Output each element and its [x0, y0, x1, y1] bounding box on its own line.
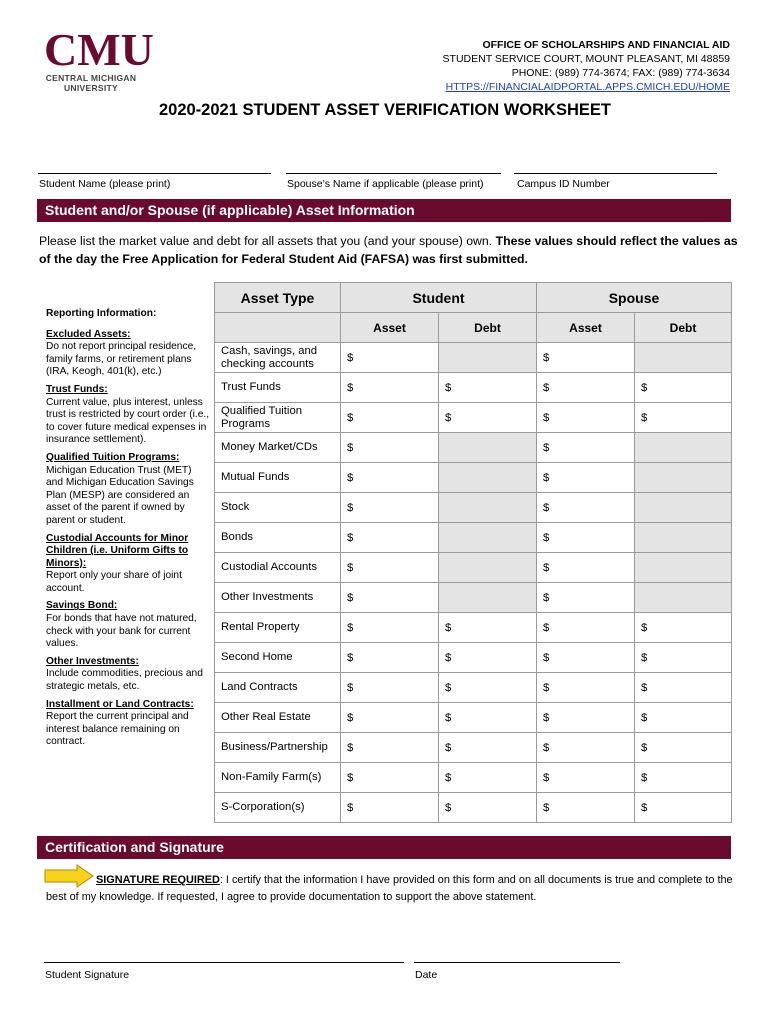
asset-table — [214, 282, 732, 823]
note-title: Installment or Land Contracts: — [46, 698, 194, 710]
spouse-asset-input[interactable]: $ — [537, 343, 635, 373]
asset-type-name: Bonds — [215, 523, 341, 553]
asset-type-name: Stock — [215, 493, 341, 523]
spouse-asset-input[interactable]: $ — [537, 733, 635, 763]
student-asset-input[interactable]: $ — [341, 433, 439, 463]
office-name: OFFICE OF SCHOLARSHIPS AND FINANCIAL AID — [482, 39, 730, 51]
student-signature-label: Student Signature — [45, 969, 130, 981]
asset-type-name: Other Real Estate — [215, 703, 341, 733]
student-debt-input[interactable]: $ — [439, 613, 537, 643]
spouse-debt-cell-na — [635, 493, 732, 523]
note-title: Excluded Assets: — [46, 328, 131, 340]
spouse-asset-input[interactable]: $ — [537, 703, 635, 733]
office-phone: PHONE: (989) 774-3674; FAX: (989) 774-3634 — [511, 67, 730, 79]
table-row — [215, 553, 732, 583]
financial-aid-portal-link[interactable]: HTTPS://FINANCIALAIDPORTAL.APPS.CMICH.EDU/HOME — [445, 81, 730, 93]
spouse-asset-input[interactable]: $ — [537, 793, 635, 823]
date-label: Date — [415, 969, 438, 981]
note-text: Michigan Education Trust (MET) and Michigan Education Savings Plan (MESP) are considered an asset of the parent if owned by parent or student. — [46, 464, 194, 526]
student-asset-input[interactable]: $ — [341, 373, 439, 403]
spouse-debt-cell-na — [635, 553, 732, 583]
office-address-block — [443, 38, 730, 94]
student-debt-cell-na — [439, 343, 537, 373]
note-text: Report the current principal and interest balance remaining on contract. — [46, 711, 189, 748]
logo-subtitle-line-2: UNIVERSITY — [63, 83, 118, 93]
student-asset-input[interactable]: $ — [341, 733, 439, 763]
asset-type-name: S-Corporation(s) — [215, 793, 341, 823]
student-asset-input[interactable]: $ — [341, 463, 439, 493]
table-row — [215, 463, 732, 493]
note-item — [46, 452, 211, 528]
table-row — [215, 703, 732, 733]
spouse-asset-input[interactable]: $ — [537, 763, 635, 793]
table-row — [215, 403, 732, 433]
student-asset-subheader: Asset — [341, 313, 439, 343]
student-asset-input[interactable]: $ — [341, 643, 439, 673]
spouse-debt-cell-na — [635, 343, 732, 373]
note-item — [46, 699, 211, 749]
student-asset-input[interactable]: $ — [341, 553, 439, 583]
note-title: Trust Funds: — [46, 383, 108, 395]
student-asset-input[interactable]: $ — [341, 793, 439, 823]
spouse-debt-input[interactable]: $ — [635, 673, 732, 703]
spouse-debt-input[interactable]: $ — [635, 643, 732, 673]
asset-type-name: Rental Property — [215, 613, 341, 643]
student-debt-cell-na — [439, 493, 537, 523]
student-debt-input[interactable]: $ — [439, 643, 537, 673]
student-asset-input[interactable]: $ — [341, 523, 439, 553]
student-name-line[interactable] — [38, 173, 271, 174]
spouse-debt-input[interactable]: $ — [635, 703, 732, 733]
spouse-asset-input[interactable]: $ — [537, 403, 635, 433]
student-name-label: Student Name (please print) — [39, 178, 171, 190]
spouse-asset-input[interactable]: $ — [537, 433, 635, 463]
student-debt-cell-na — [439, 583, 537, 613]
spouse-debt-cell-na — [635, 523, 732, 553]
student-asset-input[interactable]: $ — [341, 763, 439, 793]
spouse-debt-subheader: Debt — [635, 313, 732, 343]
asset-type-name: Non-Family Farm(s) — [215, 763, 341, 793]
student-debt-input[interactable]: $ — [439, 703, 537, 733]
note-title: Other Investments: — [46, 655, 139, 667]
spouse-asset-input[interactable]: $ — [537, 673, 635, 703]
spouse-asset-input[interactable]: $ — [537, 373, 635, 403]
table-row — [215, 793, 732, 823]
reporting-information-notes — [46, 308, 211, 754]
asset-instructions-plain: Please list the market value and debt for all assets that you (and your spouse) own. — [39, 234, 493, 248]
note-item — [46, 329, 211, 379]
note-text: Include commodities, precious and strategic metals, etc. — [46, 668, 203, 693]
student-debt-cell-na — [439, 523, 537, 553]
note-text: Current value, plus interest, unless trust is restricted by court order (i.e., to cover future medical expenses in insurance settlement). — [46, 396, 210, 446]
table-row — [215, 523, 732, 553]
asset-instructions-bold: These values should reflect the values as of the day the Free Application for Federal Student Aid (FAFSA) was first submitted. — [39, 234, 738, 266]
asset-type-name: Other Investments — [215, 583, 341, 613]
note-item — [46, 533, 211, 596]
student-debt-input[interactable]: $ — [439, 373, 537, 403]
spouse-debt-input[interactable]: $ — [635, 403, 732, 433]
spouse-header: Spouse — [537, 283, 732, 313]
student-asset-input[interactable]: $ — [341, 493, 439, 523]
table-row — [215, 343, 732, 373]
student-debt-input[interactable]: $ — [439, 793, 537, 823]
asset-instructions — [39, 232, 739, 268]
spouse-asset-input[interactable]: $ — [537, 523, 635, 553]
certification-text: : I certify that the information I have provided on this form and on all documents is true and complete to the best of my knowledge. If requested, I agree to provide documentation to support the above statement. — [46, 874, 733, 903]
table-row — [215, 613, 732, 643]
spouse-asset-input[interactable]: $ — [537, 643, 635, 673]
table-row — [215, 733, 732, 763]
note-title: Qualified Tuition Programs: — [46, 451, 180, 463]
logo-subtitle-line-1: CENTRAL MICHIGAN — [45, 73, 137, 83]
table-row — [215, 373, 732, 403]
asset-type-name: Cash, savings, and checking accounts — [215, 343, 341, 373]
student-debt-input[interactable]: $ — [439, 403, 537, 433]
student-signature-line[interactable] — [44, 962, 404, 963]
student-header: Student — [341, 283, 537, 313]
asset-type-name: Money Market/CDs — [215, 433, 341, 463]
student-asset-input[interactable]: $ — [341, 343, 439, 373]
note-title: Custodial Accounts for Minor Children (i.e. Uniform Gifts to Minors): — [46, 532, 189, 569]
spouse-debt-cell-na — [635, 583, 732, 613]
student-debt-input[interactable]: $ — [439, 763, 537, 793]
spouse-debt-input[interactable]: $ — [635, 793, 732, 823]
student-debt-cell-na — [439, 463, 537, 493]
asset-type-subheader-blank — [215, 313, 341, 343]
table-row — [215, 673, 732, 703]
asset-type-name: Trust Funds — [215, 373, 341, 403]
campus-id-line[interactable] — [514, 173, 717, 174]
spouse-debt-input[interactable]: $ — [635, 733, 732, 763]
spouse-debt-input[interactable]: $ — [635, 613, 732, 643]
spouse-name-line[interactable] — [286, 173, 501, 174]
student-asset-input[interactable]: $ — [341, 673, 439, 703]
student-asset-input[interactable]: $ — [341, 403, 439, 433]
spouse-debt-cell-na — [635, 463, 732, 493]
reporting-information-heading: Reporting Information: — [46, 308, 157, 319]
asset-type-header: Asset Type — [215, 283, 341, 313]
student-asset-input[interactable]: $ — [341, 613, 439, 643]
note-item — [46, 384, 211, 447]
spouse-name-label: Spouse’s Name if applicable (please print) — [287, 178, 484, 190]
note-text: Do not report principal residence, family farms, or retirement plans (IRA, Keogh, 401(k), etc.) — [46, 341, 197, 378]
table-row — [215, 433, 732, 463]
cmu-logo-subtitle — [44, 73, 138, 93]
student-debt-subheader: Debt — [439, 313, 537, 343]
student-asset-input[interactable]: $ — [341, 583, 439, 613]
table-row — [215, 643, 732, 673]
office-address: STUDENT SERVICE COURT, MOUNT PLEASANT, MI 48859 — [442, 53, 730, 65]
student-asset-input[interactable]: $ — [341, 703, 439, 733]
table-row — [215, 763, 732, 793]
certification-statement — [46, 872, 736, 906]
table-row — [215, 493, 732, 523]
student-debt-cell-na — [439, 553, 537, 583]
note-title: Savings Bond: — [46, 600, 118, 612]
table-row — [215, 583, 732, 613]
asset-information-section-header: Student and/or Spouse (if applicable) Asset Information — [37, 199, 731, 222]
cmu-logo: CMU — [44, 24, 154, 75]
student-debt-cell-na — [439, 433, 537, 463]
spouse-asset-input[interactable]: $ — [537, 493, 635, 523]
note-text: Report only your share of joint account. — [46, 570, 182, 594]
asset-type-name: Custodial Accounts — [215, 553, 341, 583]
spouse-asset-subheader: Asset — [537, 313, 635, 343]
spouse-asset-input[interactable]: $ — [537, 553, 635, 583]
asset-type-name: Second Home — [215, 643, 341, 673]
note-item — [46, 600, 211, 650]
spouse-asset-input[interactable]: $ — [537, 463, 635, 493]
note-text: For bonds that have not matured, check with your bank for current values. — [46, 613, 197, 650]
spouse-debt-input[interactable]: $ — [635, 763, 732, 793]
spouse-asset-input[interactable]: $ — [537, 613, 635, 643]
student-debt-input[interactable]: $ — [439, 733, 537, 763]
student-debt-input[interactable]: $ — [439, 673, 537, 703]
spouse-debt-input[interactable]: $ — [635, 373, 732, 403]
document-title: 2020-2021 STUDENT ASSET VERIFICATION WORKSHEET — [158, 101, 611, 119]
campus-id-label: Campus ID Number — [517, 178, 610, 190]
asset-type-name: Land Contracts — [215, 673, 341, 703]
note-item — [46, 656, 211, 694]
signature-required-label: SIGNATURE REQUIRED — [96, 874, 220, 886]
date-line[interactable] — [414, 962, 620, 963]
asset-type-name: Qualified Tuition Programs — [215, 403, 341, 433]
spouse-asset-input[interactable]: $ — [537, 583, 635, 613]
asset-type-name: Mutual Funds — [215, 463, 341, 493]
asset-type-name: Business/Partnership — [215, 733, 341, 763]
spouse-debt-cell-na — [635, 433, 732, 463]
certification-section-header: Certification and Signature — [37, 836, 731, 859]
